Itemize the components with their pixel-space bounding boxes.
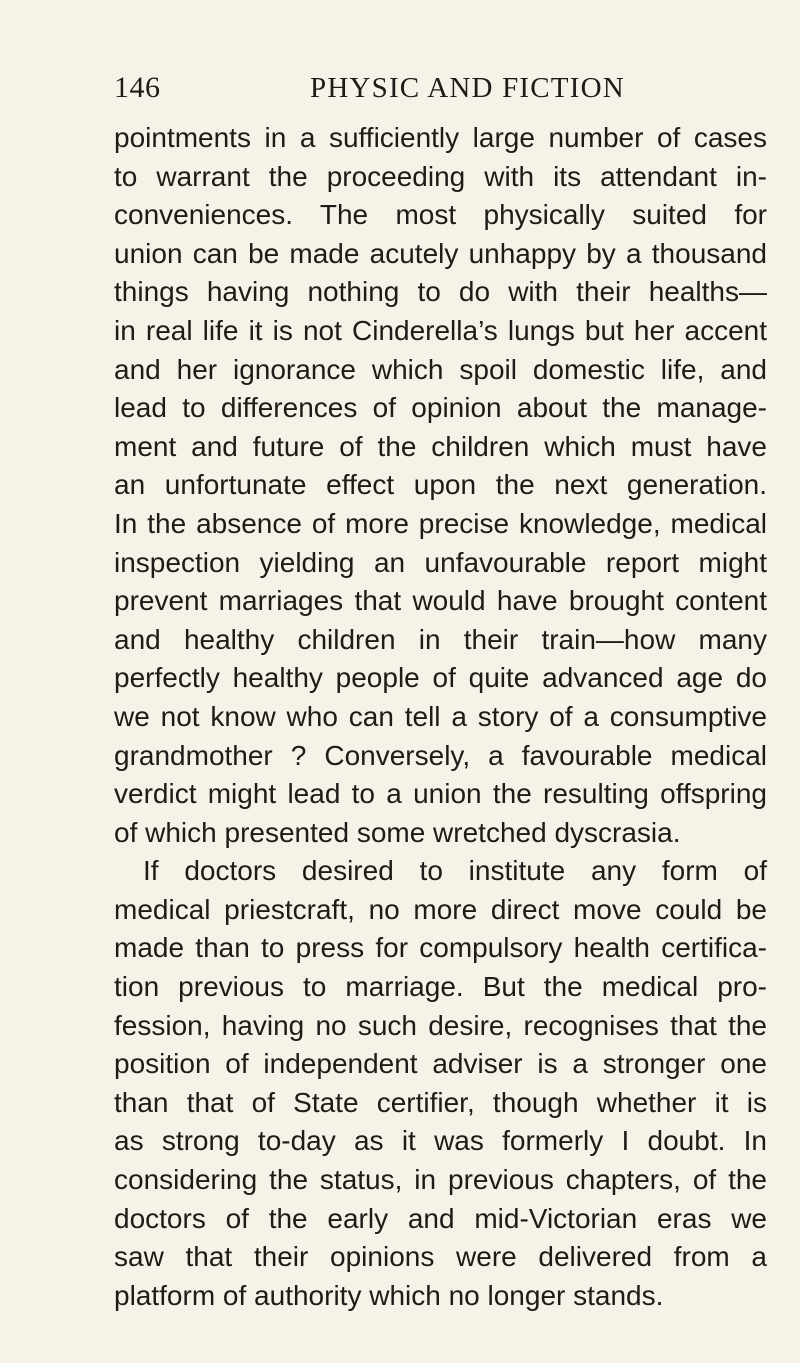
text-line: we not know who can tell a story of a consumptive [114,700,767,732]
text-line: platform of authority which no longer stands. [114,1279,664,1311]
text-line: union can be made acutely unhappy by a thousand [114,237,767,269]
page-number: 146 [114,71,161,104]
text-line: conveniences. The most physically suited for [114,199,767,231]
text-line: considering the status, in previous chapters, of the [114,1164,767,1196]
text-line: In the absence of more precise knowledge, medical [114,507,767,539]
text-line: of which presented some wretched dyscrasia. [114,816,681,848]
text-line: than that of State certifier, though whether it is [114,1086,767,1118]
text-line: fession, having no such desire, recognises that the [114,1009,767,1041]
text-line: medical priestcraft, no more direct move could be [114,893,767,925]
text-line: an unfortunate effect upon the next generation. [114,469,767,501]
text-line: doctors of the early and mid-Victorian eras we [114,1202,767,1234]
text-line: made than to press for compulsory health certifica- [114,932,767,964]
text-line: things having nothing to do with their healths— [114,276,767,308]
text-line: prevent marriages that would have brought content [114,585,767,617]
text-line: tion previous to marriage. But the medical pro- [114,971,767,1003]
text-line: If doctors desired to institute any form of [143,855,767,887]
text-line: to warrant the proceeding with its attendant in- [114,160,767,192]
text-line: saw that their opinions were delivered from a [114,1241,767,1273]
text-line: inspection yielding an unfavourable report might [114,546,767,578]
text-line: position of independent adviser is a stronger one [114,1048,767,1080]
running-head: PHYSIC AND FICTION [310,72,625,104]
text-line: as strong to-day as it was formerly I doubt. In [114,1125,767,1157]
text-line: grandmother ? Conversely, a favourable medical [114,739,767,771]
page-header [114,70,734,110]
text-line: verdict might lead to a union the resulting offspring [114,778,767,810]
text-line: and her ignorance which spoil domestic life, and [114,353,767,385]
text-line: ment and future of the children which must have [114,430,767,462]
text-line: pointments in a sufficiently large number of cases [114,122,767,153]
text-line: in real life it is not Cinderella’s lungs but her accent [114,314,767,346]
text-line: perfectly healthy people of quite advanced age do [114,662,767,694]
body-text [114,119,767,1315]
text-line: and healthy children in their train—how many [114,623,767,655]
text-line: lead to differences of opinion about the manage- [114,392,767,424]
